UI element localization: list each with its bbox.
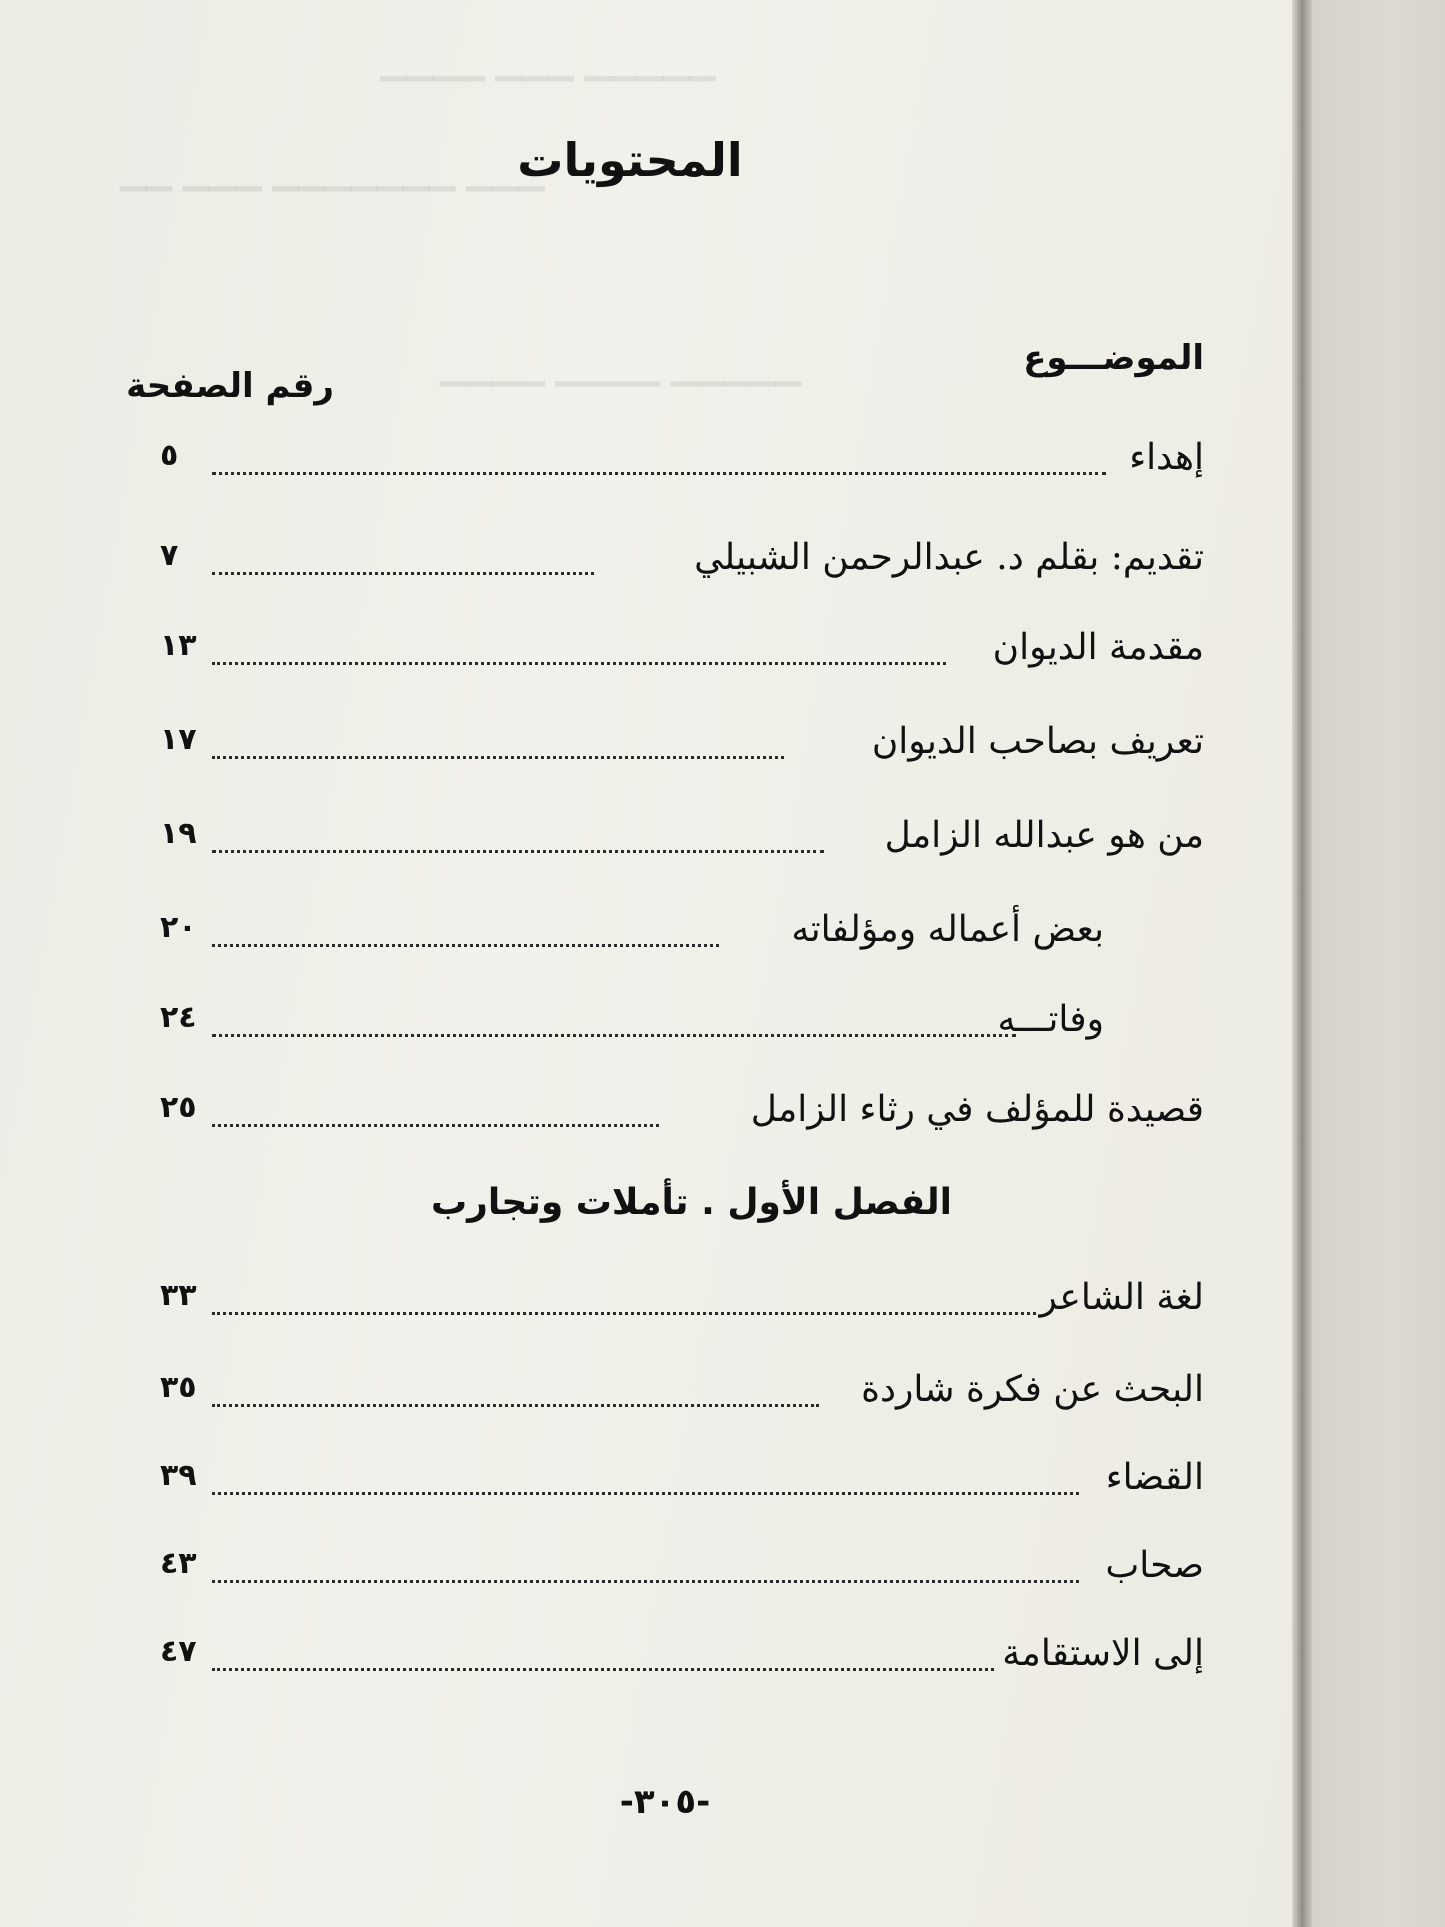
toc-entry[interactable]	[160, 1272, 1204, 1328]
toc-entry-label: إهداء	[1129, 437, 1204, 478]
toc-entry-page: ٥	[160, 438, 179, 473]
leader-dots	[212, 642, 946, 665]
toc-entry[interactable]	[160, 622, 1204, 678]
toc-entry-page: ١٧	[160, 722, 197, 757]
page-number: -٣٠٥-	[619, 1782, 711, 1822]
toc-entry-page: ١٣	[160, 628, 197, 663]
leader-dots	[212, 1292, 1036, 1315]
toc-entry-label: تعريف بصاحب الديوان	[871, 721, 1204, 762]
toc-entry-page: ٣٥	[160, 1370, 197, 1405]
toc-entry[interactable]	[160, 1084, 1204, 1140]
toc-entry[interactable]	[160, 1452, 1204, 1508]
show-through-mark: ▁▁▁▁▁ ▁▁▁▁ ▁▁▁▁	[440, 347, 802, 387]
leader-dots	[212, 830, 824, 853]
toc-entry[interactable]	[160, 532, 1204, 588]
toc-entry-page: ٤٧	[160, 1634, 197, 1669]
toc-entry-label: تقديم: بقلم د. عبدالرحمن الشبيلي	[694, 537, 1204, 578]
toc-entry-page: ٣٩	[160, 1458, 197, 1493]
chapter-heading: الفصل الأول . تأملات وتجارب	[430, 1182, 952, 1223]
toc-entry-label: بعض أعماله ومؤلفاته	[791, 909, 1104, 950]
toc-entry-label: وفاتـــه	[997, 999, 1104, 1040]
toc-entry-page: ٧	[160, 538, 179, 573]
toc-entry-page: ٣٣	[160, 1278, 197, 1313]
toc-entry-label: البحث عن فكرة شاردة	[861, 1369, 1204, 1410]
leader-dots	[212, 1648, 994, 1671]
leader-dots	[212, 1472, 1079, 1495]
leader-dots	[212, 1384, 819, 1407]
toc-subentry[interactable]	[160, 994, 1204, 1050]
toc-entry-label: لغة الشاعر	[1039, 1277, 1204, 1318]
topic-column-header: الموضـــوع	[1023, 338, 1204, 378]
leader-dots	[212, 1014, 1016, 1037]
toc-entry[interactable]	[160, 432, 1204, 488]
leader-dots	[212, 552, 594, 575]
toc-entry-page: ٢٤	[160, 1000, 197, 1035]
toc-entry-label: من هو عبدالله الزامل	[884, 815, 1204, 856]
toc-entry-page: ٢٠	[160, 910, 197, 945]
facing-page-edge	[1312, 0, 1445, 1927]
toc-entry-label: القضاء	[1105, 1457, 1204, 1498]
leader-dots	[212, 1104, 659, 1127]
toc-entry-label: صحاب	[1105, 1545, 1204, 1586]
toc-entry[interactable]	[160, 1628, 1204, 1684]
toc-entry[interactable]	[160, 1540, 1204, 1596]
toc-entry[interactable]	[160, 810, 1204, 866]
toc-entry[interactable]	[160, 716, 1204, 772]
show-through-mark: ▁▁▁ ▁▁▁▁▁▁▁ ▁▁▁ ▁▁	[120, 152, 545, 192]
leader-dots	[212, 1560, 1079, 1583]
toc-entry-page: ٢٥	[160, 1090, 197, 1125]
page-column-header: رقم الصفحة	[126, 366, 334, 406]
toc-entry-label: قصيدة للمؤلف في رثاء الزامل	[750, 1089, 1204, 1130]
leader-dots	[212, 736, 784, 759]
leader-dots	[212, 452, 1106, 475]
leader-dots	[212, 924, 719, 947]
toc-entry[interactable]	[160, 1364, 1204, 1420]
toc-subentry[interactable]	[160, 904, 1204, 960]
show-through-mark: ▁▁▁▁▁ ▁▁▁ ▁▁▁▁	[380, 42, 716, 82]
page-title: المحتويات	[517, 133, 743, 187]
toc-entry-label: مقدمة الديوان	[992, 627, 1204, 668]
toc-entry-page: ١٩	[160, 816, 197, 851]
toc-entry-page: ٤٣	[160, 1546, 197, 1581]
toc-entry-label: إلى الاستقامة	[1002, 1633, 1204, 1674]
